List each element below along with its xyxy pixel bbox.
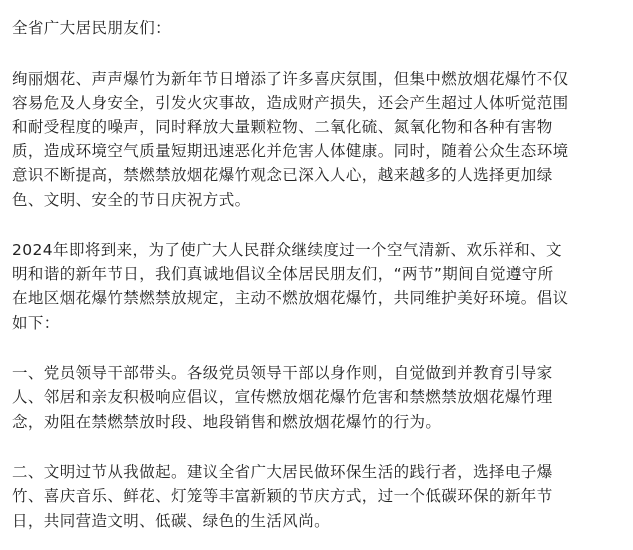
paragraph-item-1 — [12, 361, 622, 434]
paragraph-item-2 — [12, 460, 622, 533]
greeting: 全省广大居民朋友们： — [12, 19, 172, 37]
paragraph-line: 如下： — [12, 313, 60, 332]
paragraph-line: 在地区烟花爆竹禁燃禁放规定，主动不燃放烟花爆竹，共同维护美好环境。倡议 — [12, 289, 569, 308]
paragraph-line: 人、邻居和亲友积极响应倡议，宣传燃放烟花爆竹危害和禁燃禁放烟花爆竹理 — [12, 388, 553, 407]
paragraph-line: 日，共同营造文明、低碳、绿色的生活风尚。 — [12, 511, 331, 530]
paragraph-line: 一、党员领导干部带头。各级党员领导干部以身作则，自觉做到并教育引导家 — [12, 364, 553, 383]
paragraph-line: 和耐受程度的噪声，同时释放大量颗粒物、二氧化硫、氮氧化物和各种有害物 — [12, 117, 553, 136]
paragraph-line: 明和谐的新年节日，我们真诚地倡议全体居民朋友们，“两节”期间自觉遵守所 — [12, 265, 554, 284]
paragraph-proposal — [12, 238, 622, 335]
letter-document — [12, 0, 622, 533]
paragraph-line: 质，造成环境空气质量短期迅速恶化并危害人体健康。同时，随着公众生态环境 — [12, 142, 569, 161]
paragraph-intro — [12, 67, 622, 212]
paragraph-line: 绚丽烟花、声声爆竹为新年节日增添了许多喜庆氛围，但集中燃放烟花爆竹不仅 — [12, 69, 569, 88]
paragraph-line: 2024年即将到来，为了使广大人民群众继续度过一个空气清新、欢乐祥和、文 — [12, 241, 562, 260]
paragraph-line: 二、文明过节从我做起。建议全省广大居民做环保生活的践行者，选择电子爆 — [12, 463, 553, 482]
paragraph-line: 意识不断提高，禁燃禁放烟花爆竹观念已深入人心，越来越多的人选择更加绿 — [12, 166, 553, 185]
paragraph-line: 色、文明、安全的节日庆祝方式。 — [12, 190, 251, 209]
paragraph-line: 容易危及人身安全，引发火灾事故，造成财产损失，还会产生超过人体听觉范围 — [12, 93, 569, 112]
paragraph-line: 竹、喜庆音乐、鲜花、灯笼等丰富新颖的节庆方式，过一个低碳环保的新年节 — [12, 487, 553, 506]
paragraph-line: 念，劝阻在禁燃禁放时段、地段销售和燃放烟花爆竹的行为。 — [12, 412, 442, 431]
